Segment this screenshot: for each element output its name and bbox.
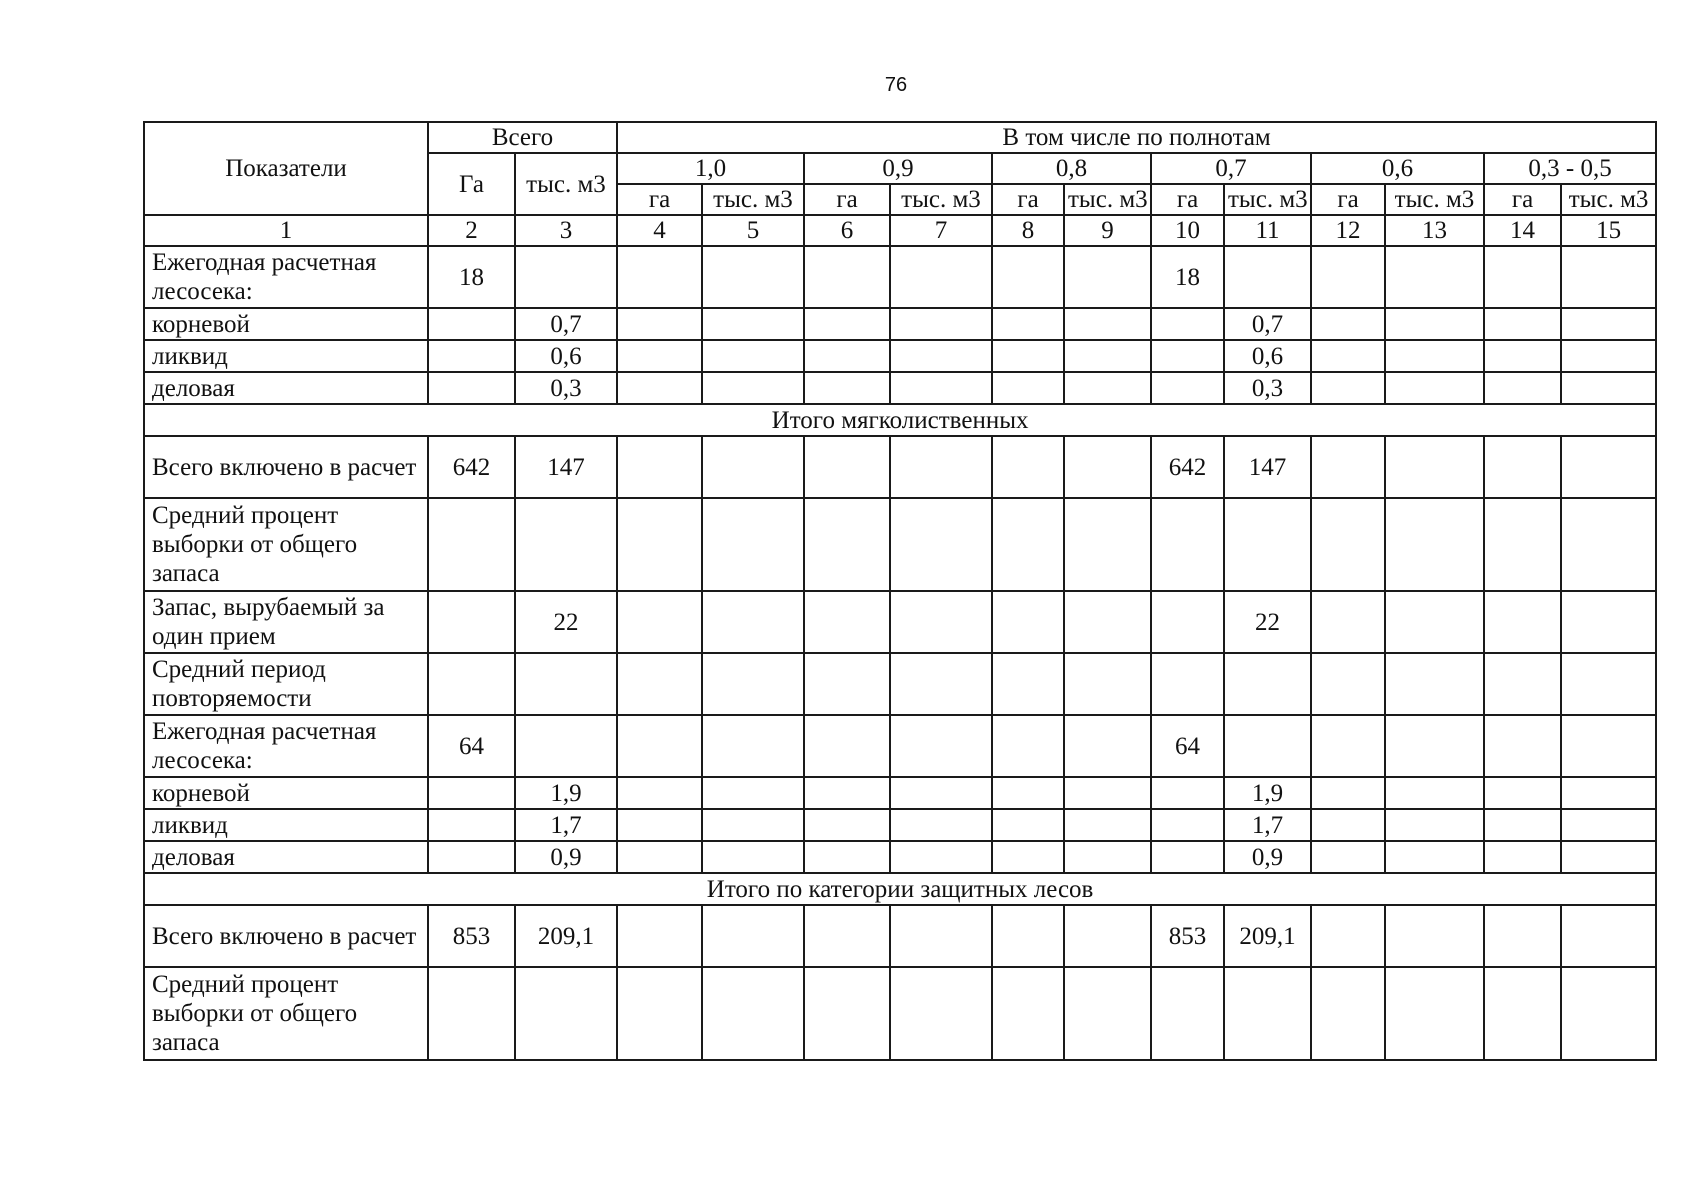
- total-volume-cell: 0,7: [515, 308, 617, 340]
- row-label: Средний процент выборки от общего запаса: [144, 967, 428, 1060]
- column-number: 11: [1224, 215, 1311, 246]
- column-number: 4: [617, 215, 702, 246]
- table-row: [144, 498, 1656, 591]
- row-label: ликвид: [144, 809, 428, 841]
- header-volume: тыс. м3: [1224, 184, 1311, 215]
- header-ha: га: [804, 184, 890, 215]
- total-ha-cell: [428, 653, 515, 715]
- row-label: Средний процент выборки от общего запаса: [144, 498, 428, 591]
- density-0-7-volume-cell: 0,7: [1224, 308, 1311, 340]
- row-label: Всего включено в расчет: [144, 905, 428, 967]
- table-row: [144, 653, 1656, 715]
- column-number: 3: [515, 215, 617, 246]
- total-ha-cell: [428, 809, 515, 841]
- density-0-7-volume-cell: 147: [1224, 436, 1311, 498]
- table-row: [144, 340, 1656, 372]
- total-volume-cell: 0,3: [515, 372, 617, 404]
- header-density-0-3-0-5: 0,3 - 0,5: [1484, 153, 1656, 184]
- row-label: Средний период повторяемости: [144, 653, 428, 715]
- total-ha-cell: [428, 591, 515, 653]
- column-number: 6: [804, 215, 890, 246]
- total-volume-cell: 1,9: [515, 777, 617, 809]
- row-label: корневой: [144, 308, 428, 340]
- header-volume: тыс. м3: [890, 184, 992, 215]
- section-title: Итого мягколиственных: [144, 404, 1656, 436]
- density-0-7-ha-cell: [1151, 967, 1224, 1060]
- density-0-7-ha-cell: [1151, 372, 1224, 404]
- density-0-7-volume-cell: 0,6: [1224, 340, 1311, 372]
- column-number: 1: [144, 215, 428, 246]
- density-0-7-volume-cell: [1224, 498, 1311, 591]
- table-row: [144, 308, 1656, 340]
- density-0-7-volume-cell: [1224, 967, 1311, 1060]
- column-number: 10: [1151, 215, 1224, 246]
- density-0-7-ha-cell: 642: [1151, 436, 1224, 498]
- column-number: 2: [428, 215, 515, 246]
- total-ha-cell: 18: [428, 246, 515, 308]
- row-label: корневой: [144, 777, 428, 809]
- total-ha-cell: [428, 340, 515, 372]
- row-label: Всего включено в расчет: [144, 436, 428, 498]
- header-ha: га: [1311, 184, 1385, 215]
- total-volume-cell: [515, 653, 617, 715]
- total-volume-cell: [515, 715, 617, 777]
- density-0-7-volume-cell: 1,7: [1224, 809, 1311, 841]
- header-volume: тыс. м3: [1561, 184, 1656, 215]
- total-volume-cell: [515, 967, 617, 1060]
- density-0-7-ha-cell: [1151, 308, 1224, 340]
- density-0-7-volume-cell: 22: [1224, 591, 1311, 653]
- column-number: 14: [1484, 215, 1561, 246]
- total-ha-cell: [428, 841, 515, 873]
- total-volume-cell: 22: [515, 591, 617, 653]
- total-ha-cell: 64: [428, 715, 515, 777]
- section-row: [144, 873, 1656, 905]
- total-volume-cell: 209,1: [515, 905, 617, 967]
- density-0-7-volume-cell: 1,9: [1224, 777, 1311, 809]
- header-by-density: В том числе по полнотам: [617, 122, 1656, 153]
- table-row: [144, 591, 1656, 653]
- density-0-7-ha-cell: 64: [1151, 715, 1224, 777]
- total-volume-cell: 0,9: [515, 841, 617, 873]
- row-label: Ежегодная расчетная лесосека:: [144, 246, 428, 308]
- header-density-0-6: 0,6: [1311, 153, 1484, 184]
- column-number: 8: [992, 215, 1064, 246]
- header-total-ha: Га: [428, 153, 515, 215]
- table-row: [144, 715, 1656, 777]
- header-row: [144, 122, 1656, 153]
- table-row: [144, 246, 1656, 308]
- total-volume-cell: [515, 498, 617, 591]
- header-density-0-8: 0,8: [992, 153, 1151, 184]
- density-0-7-ha-cell: 853: [1151, 905, 1224, 967]
- header-volume: тыс. м3: [1385, 184, 1484, 215]
- density-0-7-volume-cell: 209,1: [1224, 905, 1311, 967]
- header-density-0-7: 0,7: [1151, 153, 1311, 184]
- table-row: [144, 436, 1656, 498]
- total-ha-cell: [428, 967, 515, 1060]
- density-0-7-ha-cell: [1151, 653, 1224, 715]
- total-volume-cell: 0,6: [515, 340, 617, 372]
- column-number: 9: [1064, 215, 1151, 246]
- header-density-1-0: 1,0: [617, 153, 804, 184]
- row-label: Запас, вырубаемый за один прием: [144, 591, 428, 653]
- table-row: [144, 372, 1656, 404]
- column-number: 13: [1385, 215, 1484, 246]
- header-ha: га: [1151, 184, 1224, 215]
- row-label: деловая: [144, 372, 428, 404]
- row-label: деловая: [144, 841, 428, 873]
- table-row: [144, 809, 1656, 841]
- header-ha: га: [992, 184, 1064, 215]
- header-volume: тыс. м3: [1064, 184, 1151, 215]
- density-0-7-volume-cell: 0,9: [1224, 841, 1311, 873]
- density-0-7-ha-cell: [1151, 591, 1224, 653]
- total-ha-cell: [428, 308, 515, 340]
- total-ha-cell: 642: [428, 436, 515, 498]
- allowable-cut-table: [143, 121, 1657, 1061]
- page-number: 76: [884, 74, 908, 96]
- section-title: Итого по категории защитных лесов: [144, 873, 1656, 905]
- total-ha-cell: [428, 777, 515, 809]
- density-0-7-ha-cell: 18: [1151, 246, 1224, 308]
- header-indicators: Показатели: [144, 122, 428, 215]
- header-volume: тыс. м3: [702, 184, 804, 215]
- density-0-7-volume-cell: [1224, 246, 1311, 308]
- column-number-row: [144, 215, 1656, 246]
- density-0-7-volume-cell: 0,3: [1224, 372, 1311, 404]
- column-number: 7: [890, 215, 992, 246]
- density-0-7-ha-cell: [1151, 809, 1224, 841]
- table-row: [144, 841, 1656, 873]
- header-ha: га: [1484, 184, 1561, 215]
- total-volume-cell: 1,7: [515, 809, 617, 841]
- column-number: 5: [702, 215, 804, 246]
- density-0-7-volume-cell: [1224, 653, 1311, 715]
- table-row: [144, 905, 1656, 967]
- total-volume-cell: 147: [515, 436, 617, 498]
- density-0-7-ha-cell: [1151, 777, 1224, 809]
- header-ha: га: [617, 184, 702, 215]
- total-volume-cell: [515, 246, 617, 308]
- table-row: [144, 777, 1656, 809]
- header-total-volume: тыс. м3: [515, 153, 617, 215]
- section-row: [144, 404, 1656, 436]
- density-0-7-volume-cell: [1224, 715, 1311, 777]
- column-number: 15: [1561, 215, 1656, 246]
- header-density-0-9: 0,9: [804, 153, 992, 184]
- row-label: Ежегодная расчетная лесосека:: [144, 715, 428, 777]
- table-row: [144, 967, 1656, 1060]
- row-label: ликвид: [144, 340, 428, 372]
- density-0-7-ha-cell: [1151, 841, 1224, 873]
- density-0-7-ha-cell: [1151, 340, 1224, 372]
- header-total: Всего: [428, 122, 617, 153]
- total-ha-cell: [428, 498, 515, 591]
- total-ha-cell: 853: [428, 905, 515, 967]
- column-number: 12: [1311, 215, 1385, 246]
- density-0-7-ha-cell: [1151, 498, 1224, 591]
- total-ha-cell: [428, 372, 515, 404]
